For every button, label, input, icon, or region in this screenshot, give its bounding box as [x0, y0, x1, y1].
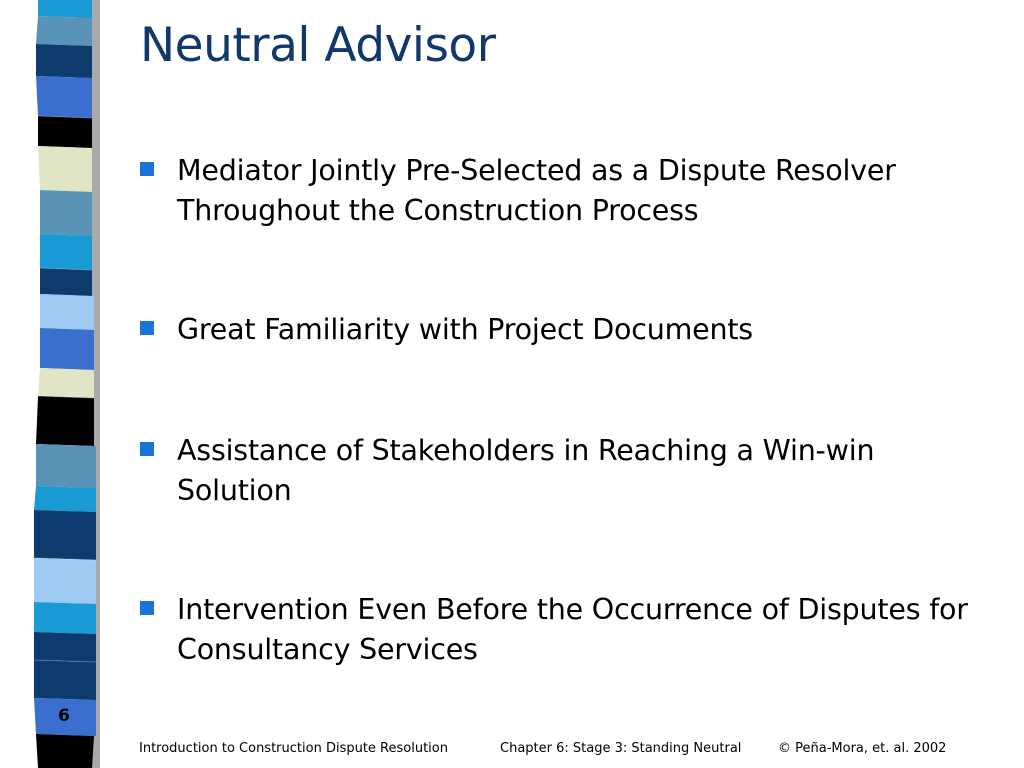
bullet-text: Great Familiarity with Project Documents [177, 313, 753, 346]
bullet-item [140, 590, 997, 670]
bullet-item [140, 151, 997, 231]
square-bullet-icon [140, 162, 154, 176]
bullet-text: Mediator Jointly Pre-Selected as a Dispute Resolver Throughout the Construction Process [177, 154, 896, 227]
bullet-item [140, 431, 997, 511]
bullet-item [140, 310, 997, 350]
footer-chapter: Chapter 6: Stage 3: Standing Neutral [500, 741, 742, 756]
bullet-text: Intervention Even Before the Occurrence of Disputes for Consultancy Services [177, 593, 968, 666]
footer-copyright: © Peña-Mora, et. al. 2002 [778, 741, 947, 756]
bullet-text: Assistance of Stakeholders in Reaching a Win-win Solution [177, 434, 875, 507]
slide-title: Neutral Advisor [140, 18, 496, 73]
square-bullet-icon [140, 442, 154, 456]
decorative-stripe-band [0, 0, 120, 768]
square-bullet-icon [140, 601, 154, 615]
square-bullet-icon [140, 321, 154, 335]
footer-course-title: Introduction to Construction Dispute Resolution [139, 741, 448, 756]
page-number: 6 [58, 706, 70, 726]
